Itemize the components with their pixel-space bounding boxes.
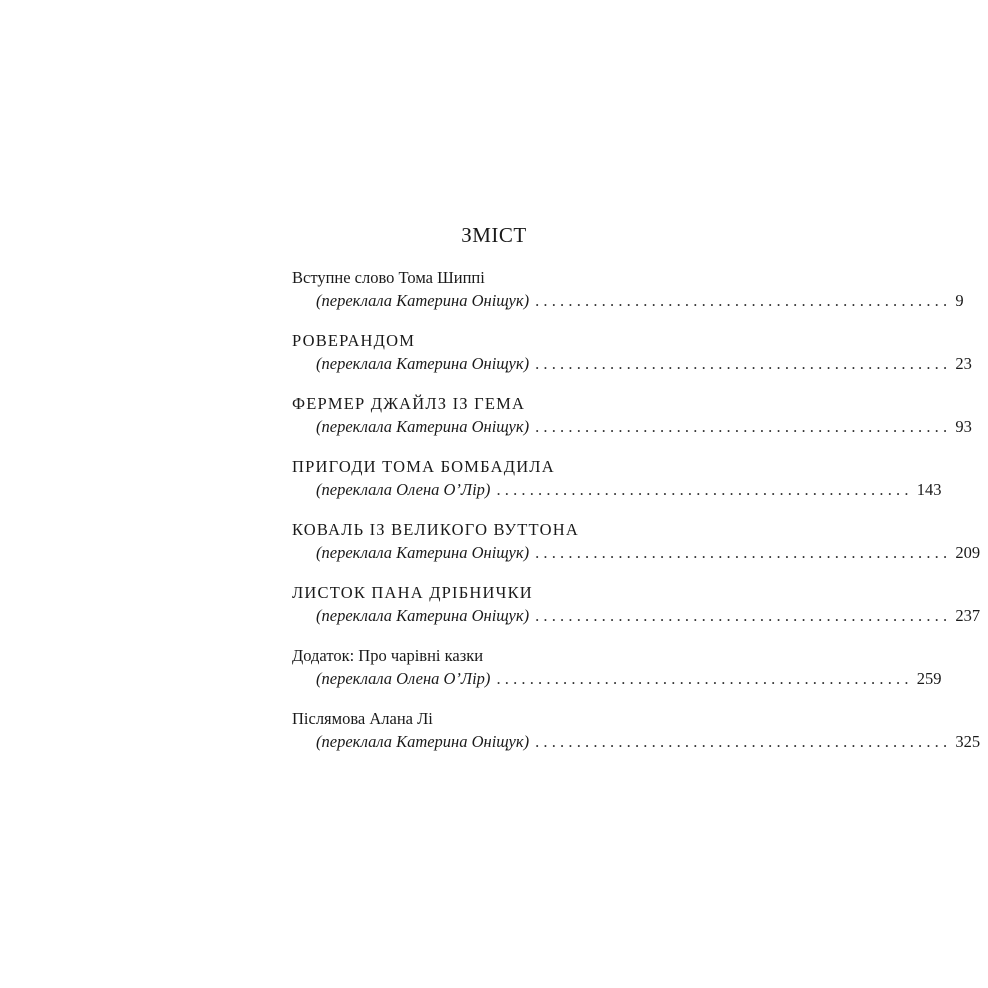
entry-title: Додаток: Про чарівні казки bbox=[292, 646, 484, 665]
entry-title: ФЕРМЕР ДЖАЙЛЗ ІЗ ГЕМА bbox=[292, 394, 526, 413]
toc-entry bbox=[292, 329, 972, 392]
entry-detail-line bbox=[292, 541, 981, 564]
entry-title: Післямова Алана Лі bbox=[292, 709, 433, 728]
entry-title: РОВЕРАНДОМ bbox=[292, 331, 416, 350]
dot-leader: .................................................. bbox=[535, 291, 952, 310]
toc-entry bbox=[292, 707, 981, 770]
entry-detail-line bbox=[292, 604, 981, 627]
toc-entry bbox=[292, 455, 942, 518]
entry-title: ПРИГОДИ ТОМА БОМБАДИЛА bbox=[292, 457, 555, 476]
page-number: 325 bbox=[955, 732, 981, 751]
translator-credit: (переклала Катерина Оніщук) bbox=[316, 354, 530, 373]
entry-detail-line bbox=[292, 730, 981, 753]
entry-detail-line bbox=[292, 415, 972, 438]
toc-heading: ЗМІСТ bbox=[461, 223, 527, 247]
dot-leader: .................................................. bbox=[496, 669, 913, 688]
toc-entry bbox=[292, 581, 981, 644]
translator-credit: (переклала Катерина Оніщук) bbox=[316, 417, 530, 436]
toc-entry bbox=[292, 266, 964, 329]
page-number: 259 bbox=[916, 669, 942, 688]
toc-entry bbox=[292, 644, 942, 707]
entry-title: Вступне слово Тома Шиппі bbox=[292, 268, 485, 287]
toc-entry bbox=[292, 392, 972, 455]
entry-detail-line bbox=[292, 667, 942, 690]
page-number: 237 bbox=[955, 606, 981, 625]
page-number: 23 bbox=[955, 354, 972, 373]
toc-entry bbox=[292, 518, 981, 581]
entry-detail-line bbox=[292, 289, 964, 312]
entry-detail-line bbox=[292, 352, 972, 375]
translator-credit: (переклала Катерина Оніщук) bbox=[316, 291, 530, 310]
page-number: 93 bbox=[955, 417, 972, 436]
page-number: 9 bbox=[955, 291, 964, 310]
translator-credit: (переклала Олена О’Лір) bbox=[316, 480, 491, 499]
table-of-contents bbox=[292, 266, 981, 770]
entry-detail-line bbox=[292, 478, 942, 501]
translator-credit: (переклала Катерина Оніщук) bbox=[316, 543, 530, 562]
translator-credit: (переклала Катерина Оніщук) bbox=[316, 732, 530, 751]
dot-leader: .................................................. bbox=[535, 417, 952, 436]
entry-title: КОВАЛЬ ІЗ ВЕЛИКОГО ВУТТОНА bbox=[292, 520, 579, 539]
page-number: 209 bbox=[955, 543, 981, 562]
translator-credit: (переклала Олена О’Лір) bbox=[316, 669, 491, 688]
dot-leader: .................................................. bbox=[535, 543, 952, 562]
entry-title: ЛИСТОК ПАНА ДРІБНИЧКИ bbox=[292, 583, 533, 602]
dot-leader: .................................................. bbox=[535, 732, 952, 751]
page-number: 143 bbox=[916, 480, 942, 499]
dot-leader: .................................................. bbox=[496, 480, 913, 499]
dot-leader: .................................................. bbox=[535, 354, 952, 373]
translator-credit: (переклала Катерина Оніщук) bbox=[316, 606, 530, 625]
dot-leader: .................................................. bbox=[535, 606, 952, 625]
